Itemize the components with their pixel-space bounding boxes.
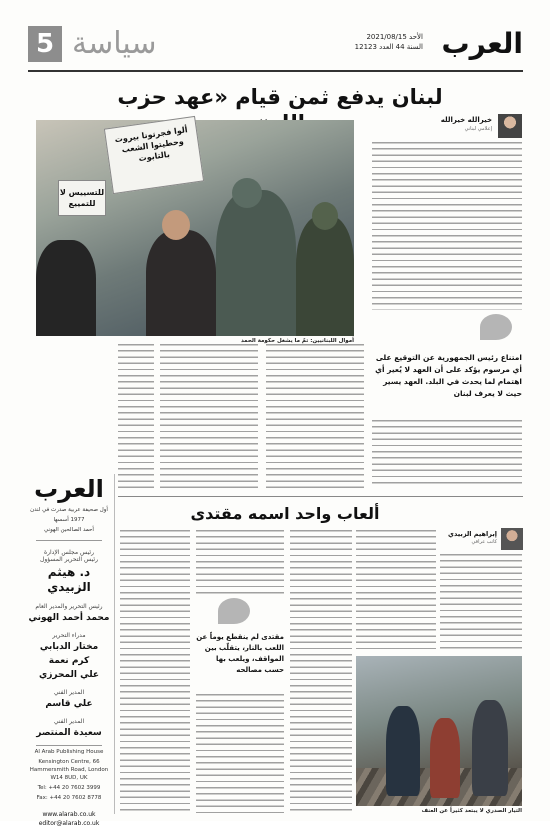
- producer-label: المدير الفني: [53, 718, 85, 725]
- page-number: 5: [28, 26, 62, 62]
- photo1-caption: أموال اللبنانيين: تمّ ما يشغل حكومة الحمد: [241, 338, 354, 344]
- article1-column-1: [372, 142, 522, 310]
- quote-mark-icon: [218, 598, 250, 624]
- photo2-caption: التيار الصدري لا يبتعد كثيراً عن العنف: [421, 808, 522, 814]
- imprint-founded: 1977 أسسها: [53, 517, 85, 523]
- art-name: علي قاسم: [45, 699, 93, 709]
- author-role: إعلامي لبناني: [464, 126, 492, 132]
- imprint-founder: أحمد الصالحين الهوني: [44, 527, 94, 533]
- protest-photo: [36, 120, 354, 336]
- article1-column-1b: [372, 420, 522, 488]
- article2-column-1: [440, 554, 522, 652]
- article2-column-4a: [196, 530, 284, 594]
- deputy-name: محمد أحمد الهوني: [28, 613, 110, 623]
- fax: Fax: +44 20 7602 8778: [36, 795, 102, 801]
- author-avatar: [501, 528, 523, 550]
- producer-name: سعيدة المنتصر: [36, 728, 102, 738]
- imprint-tagline: أول صحيفة عربية صدرت في لندن: [30, 507, 108, 513]
- section-name: سياسة: [72, 26, 157, 61]
- deputy-role: رئيس التحرير والمدير العام: [35, 603, 103, 610]
- protest-sign-main: ألوا فجرتونا بيروت وحطيتوا الشعب بالتابوت: [104, 116, 204, 194]
- telephone: Tel: +44 20 7602 3999: [37, 785, 101, 791]
- editor-name: مختار الدبابي: [39, 642, 99, 652]
- article2-column-4b: [196, 694, 284, 814]
- website-link[interactable]: www.alarab.co.uk: [42, 811, 96, 818]
- article1-column-4: [118, 344, 154, 488]
- author-name: خيرالله خيرالله: [440, 116, 492, 124]
- author-name: إبراهيم الزبيدي: [448, 530, 497, 538]
- newspaper-logo: العرب: [441, 27, 523, 60]
- article1-pullquote: امتناع رئيس الجمهورية عن التوقيع على أي مرسوم يؤكد على أن العهد لا يُعير أي اهتمام لما يحدث في البلد. العهد يسير حيث لا يعرف لبنان: [375, 353, 522, 398]
- issue-info: [355, 32, 423, 52]
- issue-number: السنة 44 العدد 12123: [354, 43, 423, 51]
- email-link[interactable]: editor@alarab.co.uk: [38, 820, 100, 827]
- article2-column-2: [356, 530, 436, 652]
- address: Kensington Centre, 66 Hammersmith Road, London W14 8UD, UK: [29, 759, 109, 781]
- article1-headline: لبنان يدفع ثمن قيام «عهد حزب: [117, 85, 443, 109]
- editors-label: مدراء التحرير: [52, 632, 86, 639]
- editor-name: علي المحرزي: [38, 670, 100, 680]
- publisher: Al Arab Publishing House: [34, 749, 104, 755]
- author-avatar: [498, 114, 522, 138]
- chief-role-2: رئيس التحرير المسؤول: [40, 556, 98, 563]
- art-label: المدير الفني: [53, 689, 85, 696]
- article2-column-5: [120, 530, 190, 814]
- author-role: كاتب عراقي: [471, 539, 497, 545]
- chief-name: د. هيثم الزبيدي: [47, 565, 91, 594]
- imprint-logo: العرب: [34, 475, 104, 503]
- imprint-box: [28, 474, 110, 827]
- article2-rule: [118, 496, 523, 497]
- article2-pullquote: مقتدى لم ينقطع يوماً عن اللعب بالنار، يتقلّب بين المواقف، ويلعب بها حسب مصالحه: [196, 633, 284, 674]
- editor-name: كرم نعمة: [48, 656, 90, 666]
- protest-sign-small: للتسييس لا للتمييع: [58, 180, 106, 216]
- article1-byline: [372, 114, 522, 138]
- chief-role: رئيس مجلس الإدارة: [43, 549, 95, 556]
- article1-column-2: [266, 344, 364, 488]
- article2-headline: ألعاب واحد اسمه مقتدى: [190, 504, 380, 523]
- quote-mark-icon: [480, 314, 512, 340]
- article1-column-3: [160, 344, 258, 488]
- street-photo: [356, 656, 522, 806]
- article2-byline: [448, 528, 523, 550]
- article2-column-3: [290, 530, 352, 814]
- issue-date: الأحد 2021/08/15: [366, 33, 423, 41]
- masthead-rule: [28, 70, 523, 72]
- masthead: [28, 26, 523, 66]
